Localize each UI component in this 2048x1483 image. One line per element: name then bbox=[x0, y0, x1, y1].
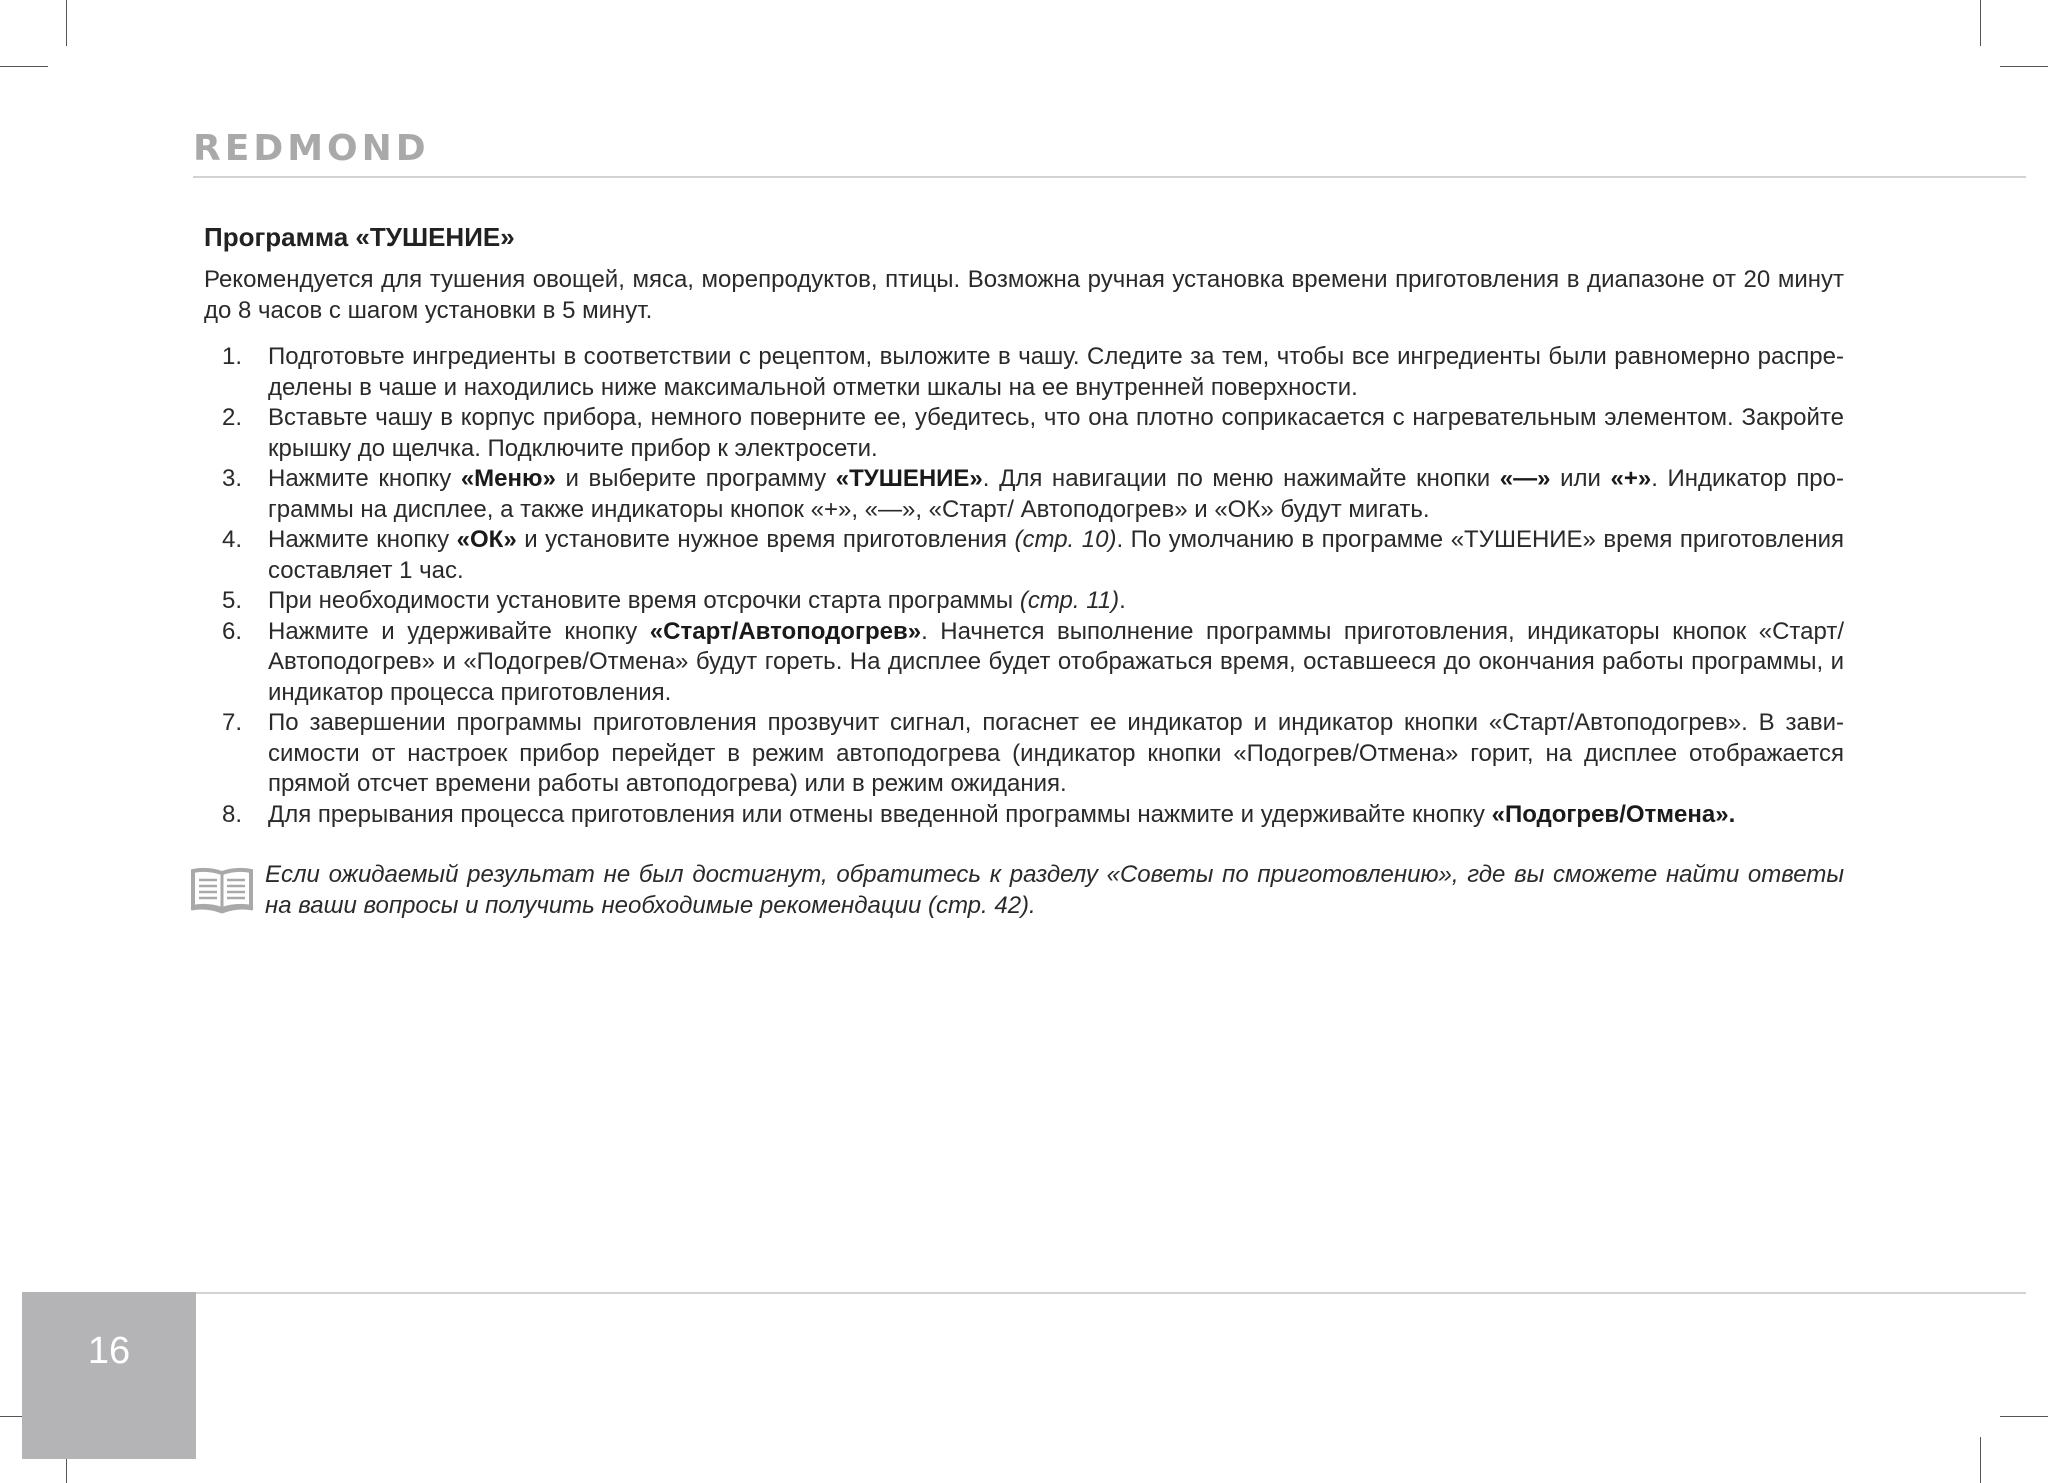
step-emphasis: «Меню» bbox=[460, 465, 556, 492]
step-number: 6. bbox=[222, 617, 243, 645]
crop-mark bbox=[1980, 1437, 1981, 1483]
step-emphasis: «Подогрев/Отмена». bbox=[1491, 800, 1736, 828]
open-book-icon bbox=[189, 859, 265, 921]
step-emphasis: «+» bbox=[1610, 465, 1652, 492]
step-text bbox=[268, 525, 1844, 586]
step-text-part: Для прерывания процесса приготовления или отмены введенной программы нажмите и удерживайте кнопку bbox=[268, 800, 1492, 828]
step-text bbox=[268, 586, 1844, 617]
step-text-part: . Для навигации по меню нажимайте кнопки bbox=[982, 465, 1500, 492]
step-emphasis: «ТУШЕНИЕ» bbox=[835, 465, 983, 492]
step-text-part: Подготовьте ингредиенты в соответствии с рецептом, выложите в чашу. Следите за тем, чтобы все ингредиенты были равномерно распределены в чаше и находились ниже максимальной отметки шкалы на ее внутренней поверхности. bbox=[268, 343, 1844, 401]
step-text bbox=[268, 403, 1844, 464]
step-emphasis: «ОК» bbox=[456, 526, 517, 553]
step-number: 4. bbox=[222, 526, 243, 553]
step-number: 5. bbox=[222, 587, 243, 614]
step-text bbox=[268, 464, 1844, 525]
step-item bbox=[204, 342, 1844, 403]
step-text bbox=[268, 708, 1844, 800]
brand-logo: REDMOND bbox=[193, 128, 430, 169]
step-text-part: При необходимости установите время отсрочки старта программы bbox=[268, 587, 1020, 614]
crop-mark bbox=[2000, 66, 2048, 67]
section-title: Программа «ТУШЕНИЕ» bbox=[204, 222, 515, 252]
step-number: 8. bbox=[222, 800, 243, 828]
tip-note bbox=[189, 859, 1844, 921]
step-text-part: . Индикатор программы на дисплее, а также индикаторы кнопок «+», «—», «Старт/ Автоподогрев» и «ОК» будут мигать. bbox=[268, 465, 1845, 523]
step-text-part: или bbox=[1550, 465, 1611, 492]
step-item bbox=[204, 586, 1844, 617]
step-item bbox=[204, 708, 1844, 800]
step-number: 7. bbox=[222, 709, 243, 736]
step-item bbox=[204, 464, 1844, 525]
step-text-part: Вставьте чашу в корпус прибора, немного поверните ее, убедитесь, что она плотно соприкасается с нагревательным элементом. Закройте крышку до щелчка. Подключите прибор к электросети. bbox=[268, 404, 1844, 462]
step-text-part: Нажмите кнопку bbox=[268, 526, 457, 553]
section-intro: Рекомендуется для тушения овощей, мяса, морепродуктов, птицы. Возможна ручная установка времени приготовления в диапазоне от 20 минут до 8 часов с шагом установки в 5 минут. bbox=[204, 266, 1844, 324]
footer-divider bbox=[196, 1292, 2026, 1294]
step-emphasis: «—» bbox=[1499, 465, 1551, 492]
step-text bbox=[268, 617, 1844, 709]
step-number: 2. bbox=[222, 404, 243, 431]
step-text-part: и выберите программу bbox=[555, 465, 836, 492]
step-text-part: Нажмите и удерживайте кнопку bbox=[268, 617, 650, 645]
step-text bbox=[268, 800, 1844, 831]
page-reference: (стр. 10) bbox=[1014, 526, 1117, 553]
step-number: 3. bbox=[222, 465, 243, 492]
step-item bbox=[204, 800, 1844, 831]
step-emphasis: «Старт/Автоподогрев» bbox=[649, 617, 922, 645]
step-text-part: . bbox=[1119, 587, 1126, 614]
steps-list bbox=[204, 342, 1844, 830]
note-text: Если ожидаемый результат не был достигнут, обратитесь к разделу «Советы по приготовлению», где вы сможете найти ответы на ваши вопросы и получить необходимые рекомендации (стр. 42). bbox=[265, 861, 1844, 919]
crop-mark bbox=[66, 0, 67, 46]
step-text-part: По завершении программы приготовления прозвучит сигнал, погаснет ее индикатор и индикатор кнопки «Старт/Автоподогрев». В зависимости от настроек прибор перейдет в режим автоподогрева (индикатор кнопки «Подогрев/Отмена» горит, на дисплее отображается прямой отсчет времени работы автоподогрева) или в режим ожидания. bbox=[268, 709, 1844, 797]
step-number: 1. bbox=[222, 343, 243, 370]
crop-mark bbox=[2000, 1416, 2048, 1417]
page-number-box bbox=[22, 1292, 196, 1459]
step-text-part: . По умолчанию в программе «ТУШЕНИЕ» время приготовления составляет 1 час. bbox=[268, 526, 1844, 584]
step-text-part: Нажмите кнопку bbox=[268, 465, 461, 492]
page-reference: (стр. 11) bbox=[1019, 587, 1120, 614]
step-item bbox=[204, 525, 1844, 586]
header-divider bbox=[193, 176, 2026, 178]
step-text bbox=[268, 342, 1844, 403]
step-text-part: . Начнется выполнение программы приготовления, индикаторы кнопок «Старт/Автоподогрев» и «Подогрев/Отмена» будут гореть. На дисплее будет отображаться время, оставшееся до окончания работы программы, и индикатор процесса приготовления. bbox=[268, 617, 1844, 706]
crop-mark bbox=[0, 66, 48, 67]
main-content bbox=[204, 220, 1844, 830]
step-item bbox=[204, 403, 1844, 464]
page-number: 16 bbox=[87, 1330, 131, 1372]
crop-mark bbox=[1980, 0, 1981, 46]
step-item bbox=[204, 617, 1844, 709]
step-text-part: и установите нужное время приготовления bbox=[516, 526, 1015, 553]
